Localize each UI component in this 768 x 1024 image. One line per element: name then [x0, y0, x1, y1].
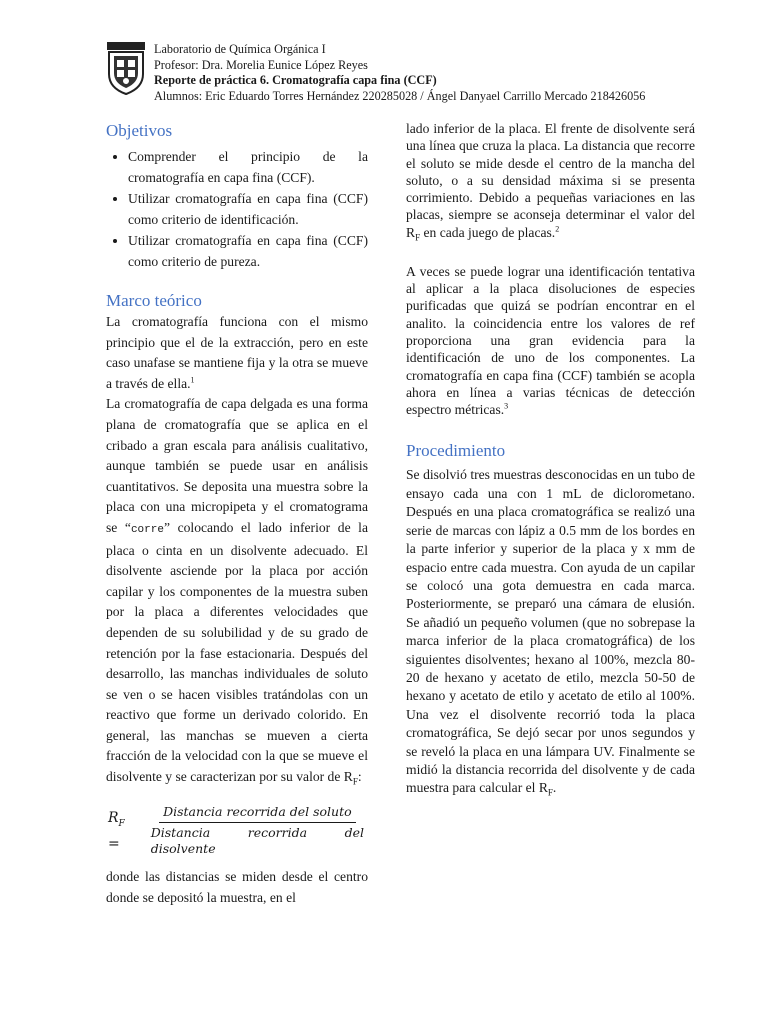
formula-denominator: Distancia recorrida del disolvente	[150, 825, 364, 857]
marco-paragraph-2: La cromatografía de capa delgada es una forma plana de cromatografía que se aplica en el cribado a gran escala para análisis cualitativo, aunque también se puede usar en análisis cuantitativos. Se deposita una muestra sobre la placa con una micropipeta y el cromatograma se “corre” colocando el lado inferior de la placa o cinta en un disolvente adecuado. El disolvente asciende por la placa por acción capilar y los componentes de la muestra suben por la placa a diferentes velocidades que dependen de su solubilidad y de su grado de retención por la fase estacionaria. Después del desarrollo, las manchas individuales de soluto se ven o se hacen visibles tratándolas con un reactivo que forme un derivado colorido. En general, las manchas se mueven a cierta fracción de la velocidad con la que se mueve el disolvente y se caracterizan por su valor de $R_F$:	[106, 396, 368, 787]
procedimiento-paragraph: Se disolvió tres muestras desconocidas en un tubo de ensayo cada una con 1 mL de diclorometano. Después en una placa cromatográfica se realizó una serie de marcas con lápiz a 0.5 mm de los bordes en la parte inferior y superior de la placa y x mm de espacio entre cada muestra. Con ayuda de un capilar se colocó una gota demuestra en cada marca. Posteriormente, se preparó una cámara de elusión. Se añadió un pequeño volumen (que no sobrepase la marca inferior de la placa cromatográfica) de los siguientes disolventes; hexano al 100%, mezcla 80-20 de hexano y acetato de etilo, mezcla 50-50 de hexano y acetato de etilo y acetato de etilo al 100%. Una vez el disolvente recorrió toda la placa cromatográfica, Se dejó secar por unos segundos y se reveló la placa en una lámpara UV. Finalmente se midió la distancia recorrida del disolvente y de cada muestra para calcular el $R_F$.	[406, 467, 695, 799]
objetivo-item: • Utilizar cromatografía en capa fina (CCF) como criterio de identificación.	[128, 188, 368, 230]
rf-formula: $R_F$ = $\frac{\text{Distancia recorrida del soluto}}{\text{Distancia recorrida del disolvente}}$	[108, 804, 368, 857]
left-column	[106, 120, 368, 909]
marco-paragraph-3: donde las distancias se miden desde el centro donde se depositó la muestra, en el	[106, 869, 368, 905]
right-paragraph-2: A veces se puede lograr una identificación tentativa al aplicar a la placa disoluciones de especies purificadas que quizá se podrían encontrar en el analito. la coincidencia entre los valores de ref proporciona una gran evidencia para la identificación de uno de los componentes. La cromatografía en capa fina (CCF) también se acopla ahora en línea a varias técnicas de detección espectro métricas.$^3$	[406, 263, 695, 418]
objetivos-list	[106, 146, 368, 272]
header-students: Alumnos: Eric Eduardo Torres Hernández 220285028 / Ángel Danyael Carrillo Mercado 218426056	[154, 88, 646, 103]
marco-heading: Marco teórico	[106, 291, 202, 310]
right-paragraph-1: lado inferior de la placa. El frente de disolvente será una línea que cruza la placa. La distancia que recorre el soluto se mide desde el centro de la mancha del soluto, o a su densidad máxima si se presenta corrimiento. Debido a pequeñas variaciones en las placas, siempre se aconseja determinar el valor del $R_F$ en cada juego de placas.$^2$	[406, 121, 695, 243]
formula-numerator: Distancia recorrida del soluto	[159, 804, 356, 823]
procedimiento-heading: Procedimiento	[406, 441, 506, 461]
objetivo-item: • Utilizar cromatografía en capa fina (CCF) como criterio de pureza.	[128, 230, 368, 272]
objetivo-item: • Comprender el principio de la cromatografía en capa fina (CCF).	[128, 146, 368, 188]
header-report-title: Reporte de práctica 6. Cromatografía capa fina (CCF)	[154, 73, 437, 87]
header-professor: Profesor: Dra. Morelia Eunice López Reyes	[154, 57, 368, 72]
objetivos-heading: Objetivos	[106, 121, 173, 140]
header-course: Laboratorio de Química Orgánica I	[154, 42, 326, 56]
university-seal-icon	[105, 40, 147, 96]
right-column	[406, 120, 695, 803]
marco-paragraph-1: La cromatografía funciona con el mismo principio que el de la extracción, pero en este caso unafase se mantiene fija y la otra se mueve a través de ella.$^1$	[106, 314, 368, 391]
